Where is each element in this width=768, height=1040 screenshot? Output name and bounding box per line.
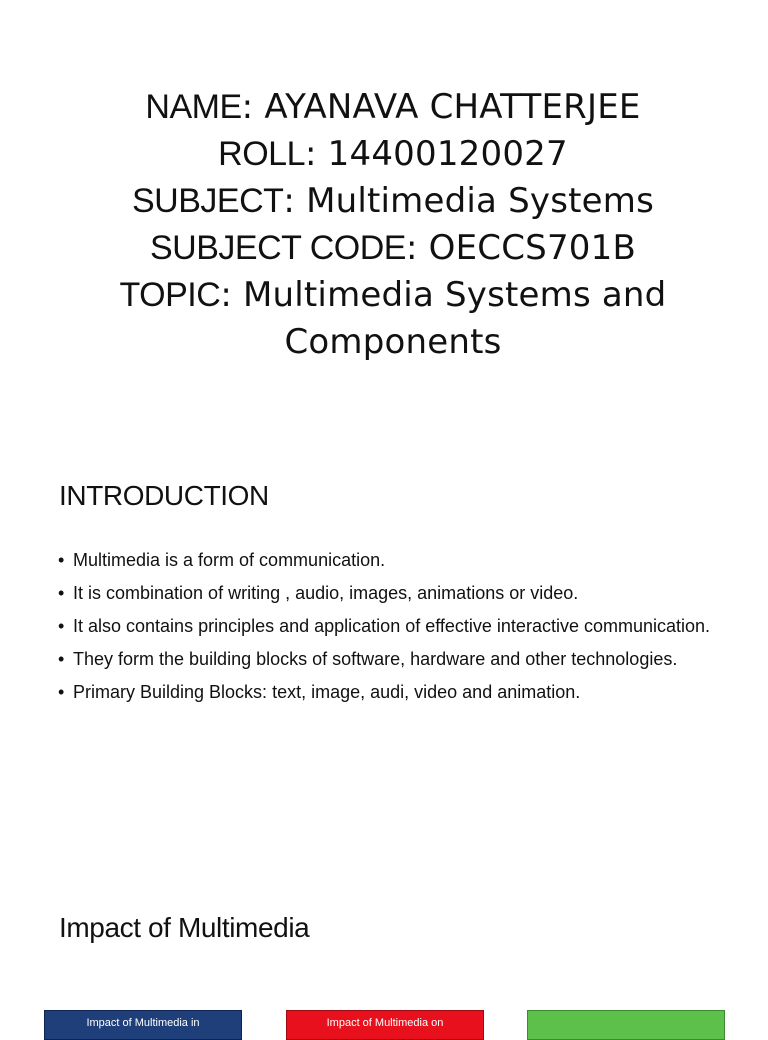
impact-box-green [527,1010,725,1040]
list-item [58,581,718,605]
bullet-text: Multimedia is a form of communication. [73,550,386,570]
introduction-bullet-list [58,548,718,713]
impact-box-label: Impact of Multimedia in [86,1017,200,1029]
topic-value-continuation: Components [284,322,502,362]
name-value: : AYANAVA CHATTERJEE [241,87,641,127]
bullet-icon: • [58,649,65,669]
subject-code-label: SUBJECT CODE [150,229,406,267]
bullet-icon: • [58,682,65,702]
subject-value: : Multimedia Systems [283,181,654,221]
name-label: NAME [145,88,242,126]
impact-box-label: Impact of Multimedia on [326,1017,444,1029]
list-item [58,680,718,704]
roll-label: ROLL [218,135,305,173]
topic-label: TOPIC [119,276,221,314]
subject-label: SUBJECT [131,182,284,220]
impact-box-education [44,1010,242,1040]
list-item [58,614,718,638]
impact-box-society [286,1010,484,1040]
topic-line [60,272,726,319]
roll-line [60,131,726,178]
topic-value: : Multimedia Systems and [220,275,667,315]
subject-code-value: : OECCS701B [405,228,636,268]
impact-heading: Impact of Multimedia [59,912,310,943]
introduction-heading: INTRODUCTION [59,480,269,511]
list-item [58,647,718,671]
title-slide [60,84,726,366]
subject-line [60,178,726,225]
bullet-icon: • [58,550,65,570]
bullet-icon: • [58,583,65,603]
bullet-text: It also contains principles and application of effective interactive communication. [73,616,711,636]
list-item [58,548,718,572]
bullet-text: Primary Building Blocks: text, image, audi, video and animation. [73,682,581,702]
bullet-icon: • [58,616,65,636]
bullet-text: They form the building blocks of software, hardware and other technologies. [73,649,678,669]
name-line [60,84,726,131]
roll-value: : 14400120027 [305,134,568,174]
bullet-text: It is combination of writing , audio, images, animations or video. [73,583,579,603]
subject-code-line [60,225,726,272]
